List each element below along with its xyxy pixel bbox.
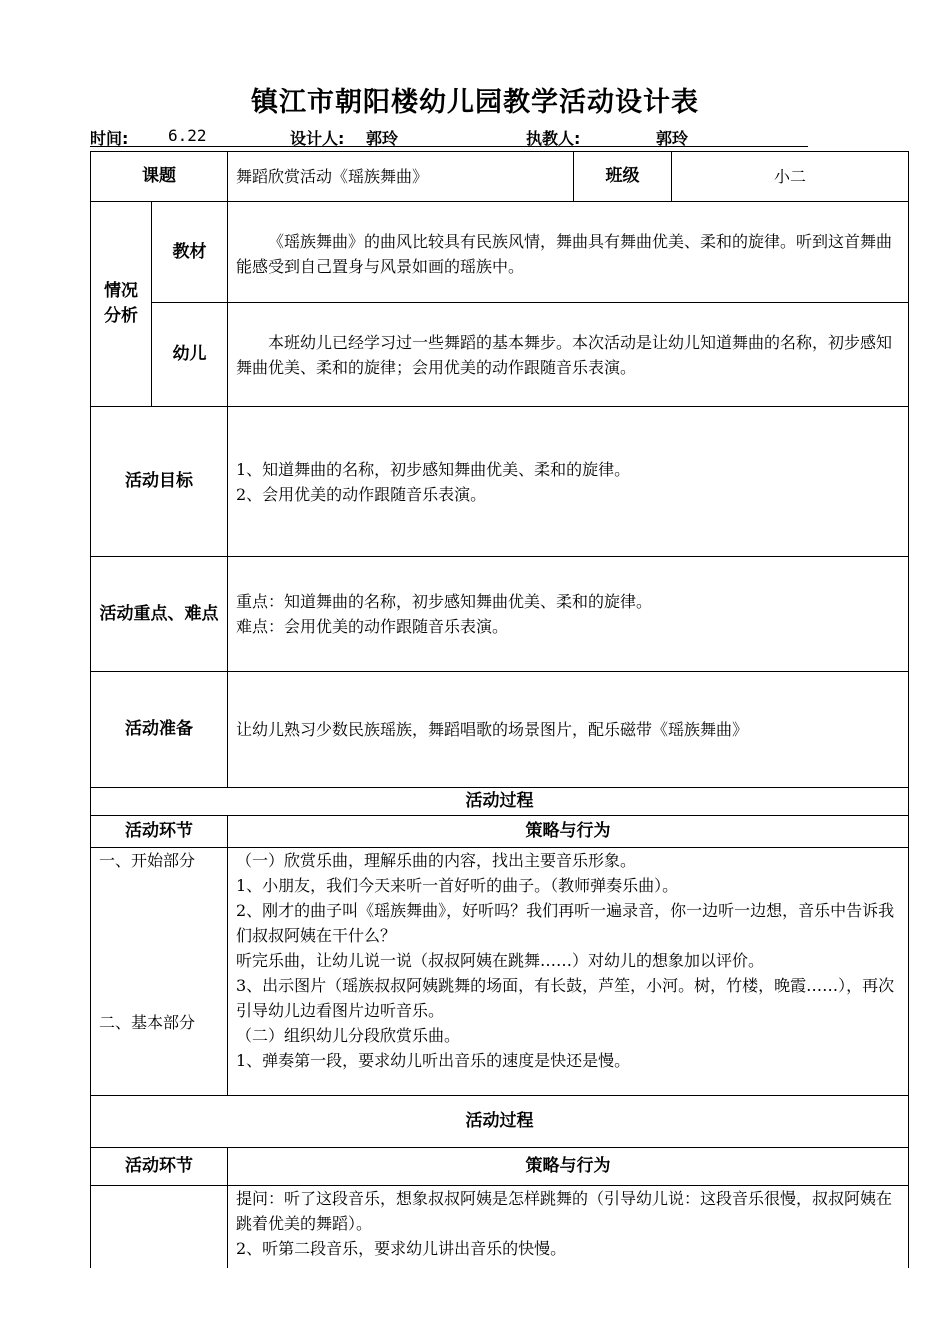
stage-cell [91, 848, 228, 1096]
strategy-line: 2、刚才的曲子叫《瑶族舞曲》，好听吗？我们再听一遍录音，你一边听一边想，音乐中告诉我们叔叔阿姨在干什么？ [236, 901, 895, 945]
activity-design-table [90, 151, 909, 1268]
strategy-column-header-2: 策略与行为 [228, 1148, 909, 1186]
material-text: 《瑶族舞曲》的曲风比较具有民族风情，舞曲具有舞曲优美、柔和的旋律。听到这首舞曲能感受到自己置身与风景如画的瑶族中。 [228, 202, 909, 303]
meta-underline [90, 146, 808, 147]
stage-cell-2 [91, 1186, 228, 1268]
goals-label: 活动目标 [91, 407, 228, 557]
topic-label: 课题 [91, 152, 228, 202]
teacher-label: 执教人: [526, 129, 581, 148]
goal-line: 1、知道舞曲的名称，初步感知舞曲优美、柔和的旋律。 [236, 459, 631, 479]
teacher-value: 郭玲 [656, 129, 689, 148]
strategy-line: 1、弹奏第一段，要求幼儿听出音乐的速度是快还是慢。 [236, 1051, 631, 1070]
strategy-line: （一）欣赏乐曲，理解乐曲的内容，找出主要音乐形象。 [236, 851, 637, 870]
stage-column-header-2: 活动环节 [91, 1148, 228, 1186]
focus-text [228, 557, 909, 672]
process-header: 活动过程 [91, 788, 909, 816]
process-header-2: 活动过程 [91, 1096, 909, 1148]
designer-value: 郭玲 [366, 129, 399, 148]
focus-label: 活动重点、难点 [91, 557, 228, 672]
topic-value: 舞蹈欣赏活动《瑶族舞曲》 [228, 152, 574, 202]
goals-text [228, 407, 909, 557]
time-value: 6.22 [168, 126, 207, 145]
goal-line: 2、会用优美的动作跟随音乐表演。 [236, 484, 487, 504]
prep-label: 活动准备 [91, 672, 228, 788]
material-label: 教材 [152, 202, 228, 303]
strategy-line: 3、出示图片（瑶族叔叔阿姨跳舞的场面，有长鼓，芦笙，小河。树，竹楼，晚霞……），再次引导幼儿边看图片边听音乐。 [236, 976, 895, 1020]
designer-label: 设计人: [290, 129, 345, 148]
page-title: 镇江市朝阳楼幼儿园教学活动设计表 [251, 87, 699, 118]
stage-start: 一、开始部分 [99, 851, 196, 870]
children-text: 本班幼儿已经学习过一些舞蹈的基本舞步。本次活动是让幼儿知道舞曲的名称，初步感知舞曲优美、柔和的旋律；会用优美的动作跟随音乐表演。 [228, 303, 909, 407]
analysis-label: 情况分析 [91, 202, 152, 407]
class-label: 班级 [574, 152, 672, 202]
strategy-line: 2、听第二段音乐，要求幼儿讲出音乐的快慢。 [236, 1239, 567, 1258]
strategy-line: 1、小朋友，我们今天来听一首好听的曲子。（教师弹奏乐曲）。 [236, 876, 679, 895]
strategy-line: （二）组织幼儿分段欣赏乐曲。 [236, 1026, 461, 1045]
class-value: 小二 [672, 152, 909, 202]
time-label: 时间: [90, 129, 129, 148]
strategy-column-header: 策略与行为 [228, 816, 909, 848]
focus-line: 难点：会用优美的动作跟随音乐表演。 [236, 617, 509, 636]
strategy-line: 提问：听了这段音乐，想象叔叔阿姨是怎样跳舞的（引导幼儿说：这段音乐很慢，叔叔阿姨在跳着优美的舞蹈）。 [236, 1189, 893, 1233]
prep-text: 让幼儿熟习少数民族瑶族，舞蹈唱歌的场景图片，配乐磁带《瑶族舞曲》 [228, 672, 909, 788]
children-label: 幼儿 [152, 303, 228, 407]
focus-line: 重点：知道舞曲的名称，初步感知舞曲优美、柔和的旋律。 [236, 592, 653, 611]
strategy-line: 听完乐曲，让幼儿说一说（叔叔阿姨在跳舞……）对幼儿的想象加以评价。 [236, 951, 765, 970]
stage-column-header: 活动环节 [91, 816, 228, 848]
stage-basic: 二、基本部分 [99, 1013, 196, 1032]
strategy-cell [228, 848, 909, 1096]
strategy-cell-2 [228, 1186, 909, 1268]
